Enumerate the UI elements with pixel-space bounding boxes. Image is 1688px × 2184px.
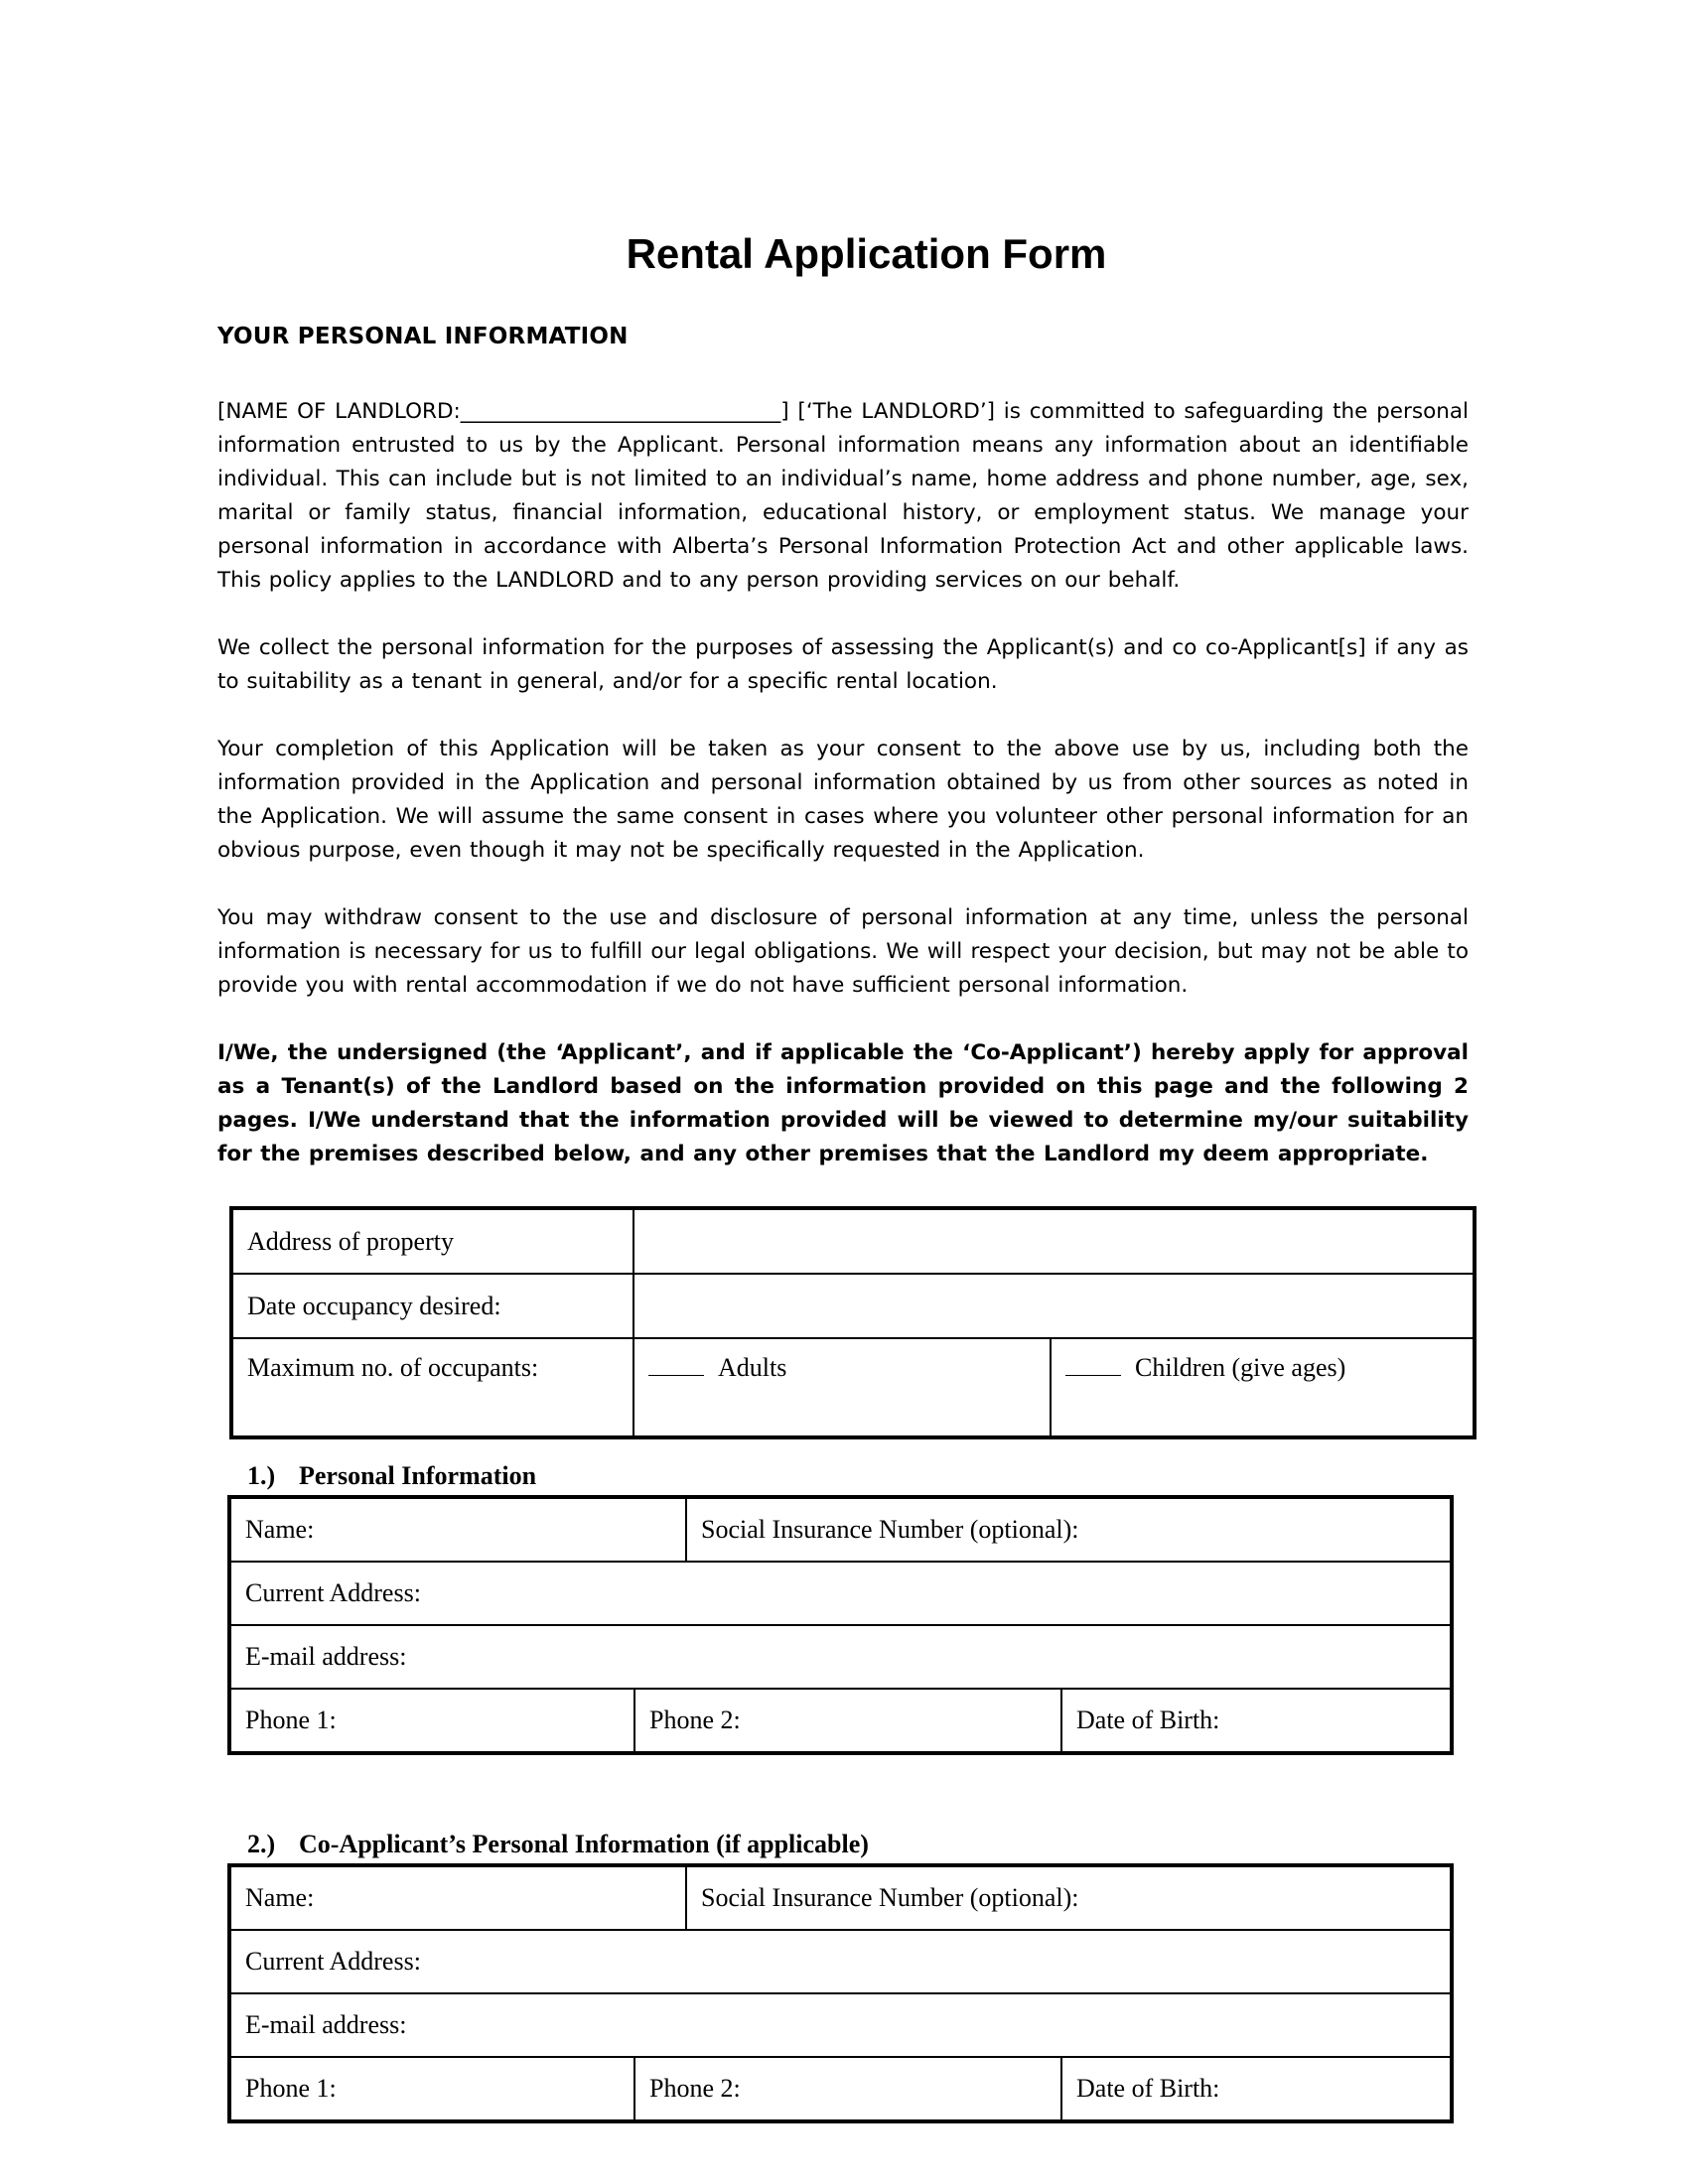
section-title: Co-Applicant’s Personal Information (if applicable) [299,1830,869,1858]
name-field[interactable]: Name: [229,1497,686,1562]
privacy-paragraph-purpose: We collect the personal information for the purposes of assessing the Applicant(s) and co co-Applicant[s] if any as to suitability as a tenant in general, and/or for a specific rental location. [217,635,1469,694]
page-title: Rental Application Form [626,230,1107,277]
privacy-paragraph-landlord: [NAME OF LANDLORD:______________________________] [‘The LANDLORD’] is committed to safeguarding the personal information entrusted to us by the Applicant. Personal information means any information about an identifiable individual. This can include but is not limited to an individual’s name, home address and phone number, age, sex, marital or family status, financial information, educational history, or employment status. We manage your personal information in accordance with Alberta’s Personal Information Protection Act and other applicable laws. This policy applies to the LANDLORD and to any person providing services on our behalf. [217,399,1469,593]
section-title: Personal Information [299,1461,537,1490]
co-phone1-field[interactable]: Phone 1: [229,2057,634,2121]
children-blank[interactable] [1065,1374,1121,1376]
section-heading: YOUR PERSONAL INFORMATION [217,324,629,349]
co-email-field[interactable]: E-mail address: [229,1993,1452,2057]
declaration-paragraph: I/We, the undersigned (the ‘Applicant’, and if applicable the ‘Co-Applicant’) hereby apply for approval as a Tenant(s) of the Landlord based on the information provided on this page and the following 2 pages. I/We understand that the information provided will be viewed to determine my/our suitability for the premises described below, and any other premises that the Landlord my deem appropriate. [217,1040,1469,1166]
applicant-table [227,1495,1454,1755]
co-dob-field[interactable]: Date of Birth: [1061,2057,1452,2121]
privacy-paragraph-consent: Your completion of this Application will be taken as your consent to the above use by us, including both the information provided in the Application and personal information obtained by us from other sources as noted in the Application. We will assume the same consent in cases where you volunteer other personal information for an obvious purpose, even though it may not be specifically requested in the Application. [217,737,1469,863]
phone1-field[interactable]: Phone 1: [229,1689,634,1753]
max-occupants-label: Maximum no. of occupants: [231,1338,633,1437]
date-occupancy-field[interactable] [633,1274,1475,1338]
co-sin-field[interactable]: Social Insurance Number (optional): [686,1865,1452,1930]
co-applicant-table [227,1863,1454,2123]
adults-label: Adults [718,1353,787,1382]
address-of-property-label: Address of property [231,1208,633,1274]
personal-information-heading [247,1461,536,1491]
current-address-field[interactable]: Current Address: [229,1562,1452,1625]
co-phone2-field[interactable]: Phone 2: [634,2057,1061,2121]
co-applicant-heading [247,1830,869,1859]
sin-field[interactable]: Social Insurance Number (optional): [686,1497,1452,1562]
address-of-property-field[interactable] [633,1208,1475,1274]
children-label: Children (give ages) [1135,1353,1346,1382]
children-field[interactable] [1051,1338,1475,1437]
property-table [229,1206,1477,1439]
section-number: 2.) [247,1830,276,1858]
privacy-paragraph-withdraw: You may withdraw consent to the use and disclosure of personal information at any time, unless the personal information is necessary for us to fulfill our legal obligations. We will respect your decision, but may not be able to provide you with rental accommodation if we do not have sufficient personal information. [217,905,1469,998]
co-current-address-field[interactable]: Current Address: [229,1930,1452,1993]
adults-blank[interactable] [648,1374,704,1376]
co-name-field[interactable]: Name: [229,1865,686,1930]
email-field[interactable]: E-mail address: [229,1625,1452,1689]
date-occupancy-label: Date occupancy desired: [231,1274,633,1338]
phone2-field[interactable]: Phone 2: [634,1689,1061,1753]
adults-field[interactable] [633,1338,1051,1437]
section-number: 1.) [247,1461,276,1490]
dob-field[interactable]: Date of Birth: [1061,1689,1452,1753]
